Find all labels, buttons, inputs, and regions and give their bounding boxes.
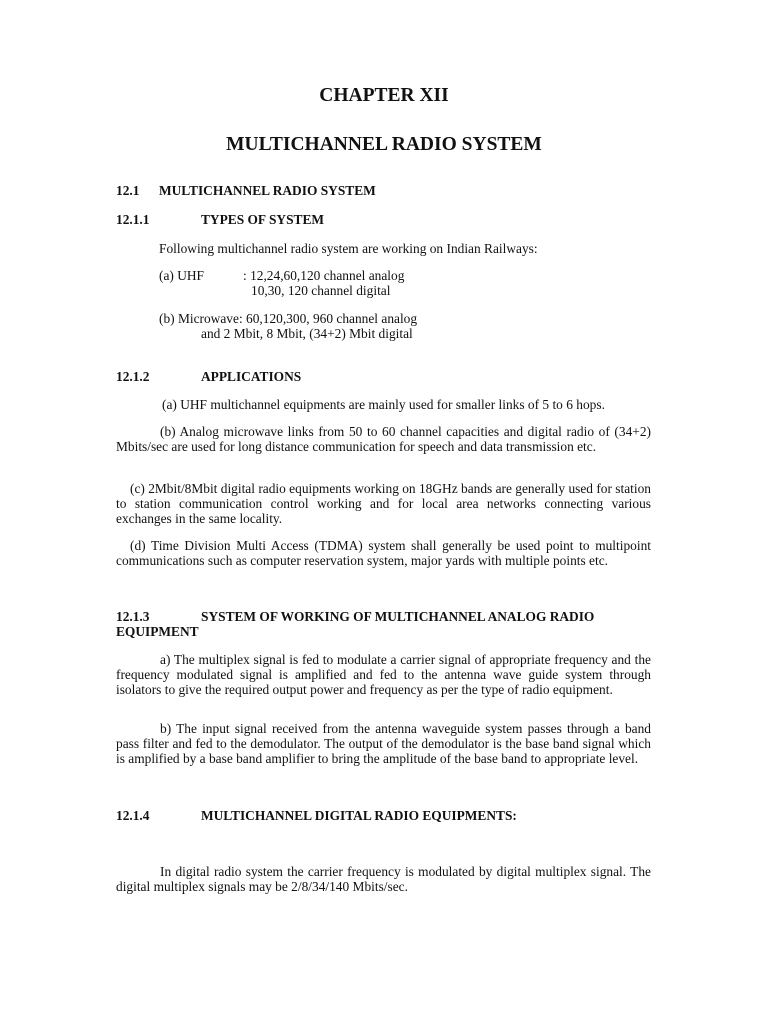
applications-para-a: (a) UHF multichannel equipments are mainly used for smaller links of 5 to 6 hops. (162, 397, 605, 412)
page-title: MULTICHANNEL RADIO SYSTEM (226, 134, 542, 155)
uhf-line-1: : 12,24,60,120 channel analog (243, 268, 405, 283)
section-title-12-1: MULTICHANNEL RADIO SYSTEM (159, 183, 376, 198)
microwave-line-1: (b) Microwave: 60,120,300, 960 channel analog (159, 311, 418, 326)
applications-para-b-text: (b) Analog microwave links from 50 to 60 channel capacities and digital radio of (34+2) Mbits/sec are used for long distance communication for speech and data transmission etc. (116, 424, 651, 454)
applications-para-b (116, 424, 651, 454)
analog-para-b (116, 721, 651, 766)
uhf-label: (a) UHF (159, 268, 204, 283)
section-title-12-1-2: APPLICATIONS (201, 369, 302, 384)
section-number-12-1-3: 12.1.3 (116, 609, 150, 624)
applications-para-c-text: (c) 2Mbit/8Mbit digital radio equipments working on 18GHz bands are generally used for station to station communication control working and for local area networks connecting various exchanges in the same locality. (116, 481, 652, 526)
applications-para-d (116, 538, 651, 568)
section-number-12-1-1: 12.1.1 (116, 212, 150, 227)
section-title-12-1-4: MULTICHANNEL DIGITAL RADIO EQUIPMENTS: (201, 808, 517, 823)
section-title-12-1-3-line-2: EQUIPMENT (116, 624, 199, 639)
section-number-12-1-2: 12.1.2 (116, 369, 150, 384)
section-number-12-1: 12.1 (116, 183, 140, 198)
section-title-12-1-1: TYPES OF SYSTEM (201, 212, 325, 227)
analog-para-b-text: b) The input signal received from the antenna waveguide system passes through a band pass filter and fed to the demodulator. The output of the demodulator is the base band signal which is amplified by a base band amplifier to bring the amplitude of the base band to appropriate level. (116, 721, 651, 766)
digital-para-text: In digital radio system the carrier frequency is modulated by digital multiplex signal. The digital multiplex signals may be 2/8/34/140 Mbits/sec. (116, 864, 651, 894)
microwave-line-2: and 2 Mbit, 8 Mbit, (34+2) Mbit digital (201, 326, 413, 341)
types-intro: Following multichannel radio system are working on Indian Railways: (159, 241, 538, 256)
section-number-12-1-4: 12.1.4 (116, 808, 150, 823)
chapter-heading: CHAPTER XII (319, 85, 449, 106)
analog-para-a-text: a) The multiplex signal is fed to modulate a carrier signal of appropriate frequency and the frequency modulated signal is amplified and fed to the antenna wave guide system through isolators to give the required output power and frequency as per the type of radio equipment. (116, 652, 651, 697)
applications-para-d-text: (d) Time Division Multi Access (TDMA) system shall generally be used point to multipoint communications such as computer reservation system, major yards with multiple points etc. (116, 538, 651, 568)
digital-para (116, 864, 651, 894)
section-title-12-1-3-line-1: SYSTEM OF WORKING OF MULTICHANNEL ANALOG RADIO (201, 609, 595, 624)
analog-para-a (116, 652, 651, 697)
applications-para-c (116, 481, 651, 526)
uhf-line-2: 10,30, 120 channel digital (251, 283, 391, 298)
